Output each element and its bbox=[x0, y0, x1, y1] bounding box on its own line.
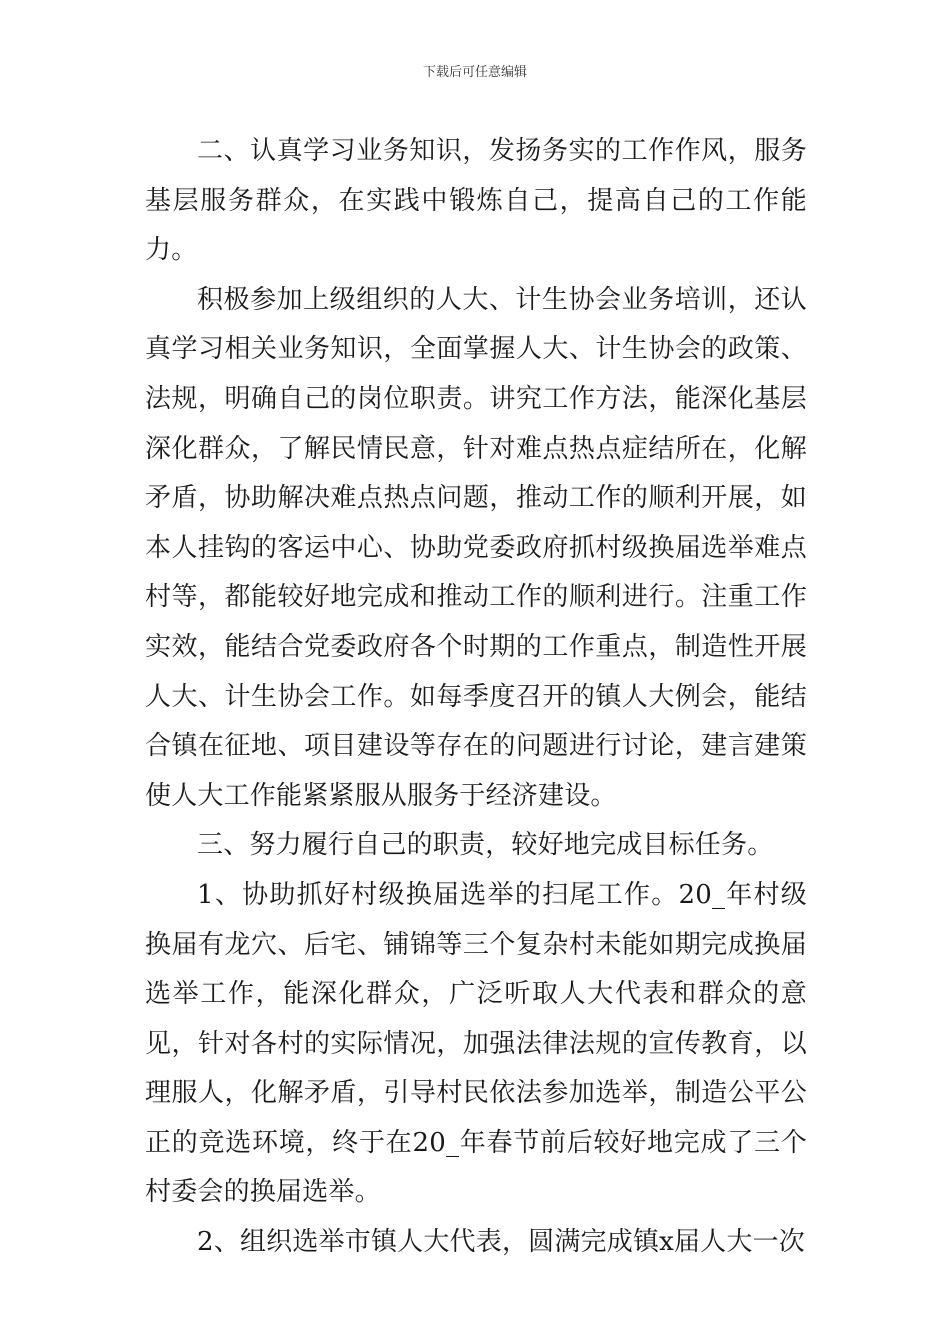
paragraph-section-three-heading: 三、努力履行自己的职责，较好地完成目标任务。 bbox=[197, 830, 774, 861]
paragraph-section-two-heading: 二、认真学习业务知识，发扬务实的工作作风，服务基层服务群众，在实践中锻炼自己，提高自己的工作能力。 bbox=[145, 136, 807, 266]
paragraph-item-one-election: 1、协助抓好村级换届选举的扫尾工作。20_年村级换届有龙穴、后宅、铺锦等三个复杂村未能如期完成换届选举工作，能深化群众，广泛听取人大代表和群众的意见，针对各村的实际情况，加强法律法规的宣传教育，以理服人，化解矛盾，引导村民依法参加选举，制造公平公正的竞选环境，终于在20_年春节前后较好地完成了三个村委会的换届选举。 bbox=[145, 879, 807, 1208]
document-body bbox=[145, 127, 807, 1268]
paragraph-training-work: 积极参加上级组织的人大、计生协会业务培训，还认真学习相关业务知识，全面掌握人大、计生协会的政策、法规，明确自己的岗位职责。讲究工作方法，能深化基层深化群众，了解民情民意，针对难点热点症结所在，化解矛盾，协助解决难点热点问题，推动工作的顺利开展，如本人挂钩的客运中心、协助党委政府抓村级换届选举难点村等，都能较好地完成和推动工作的顺利进行。注重工作实效，能结合党委政府各个时期的工作重点，制造性开展人大、计生协会工作。如每季度召开的镇人大例会，能结合镇在征地、项目建设等存在的问题进行讨论，建言建策使人大工作能紧紧服从服务于经济建设。 bbox=[145, 284, 807, 811]
page-header-note: 下载后可任意编辑 bbox=[422, 65, 527, 80]
paragraph-item-two-election: 2、组织选举市镇人大代表，圆满完成镇x届人大一次 bbox=[197, 1227, 806, 1258]
